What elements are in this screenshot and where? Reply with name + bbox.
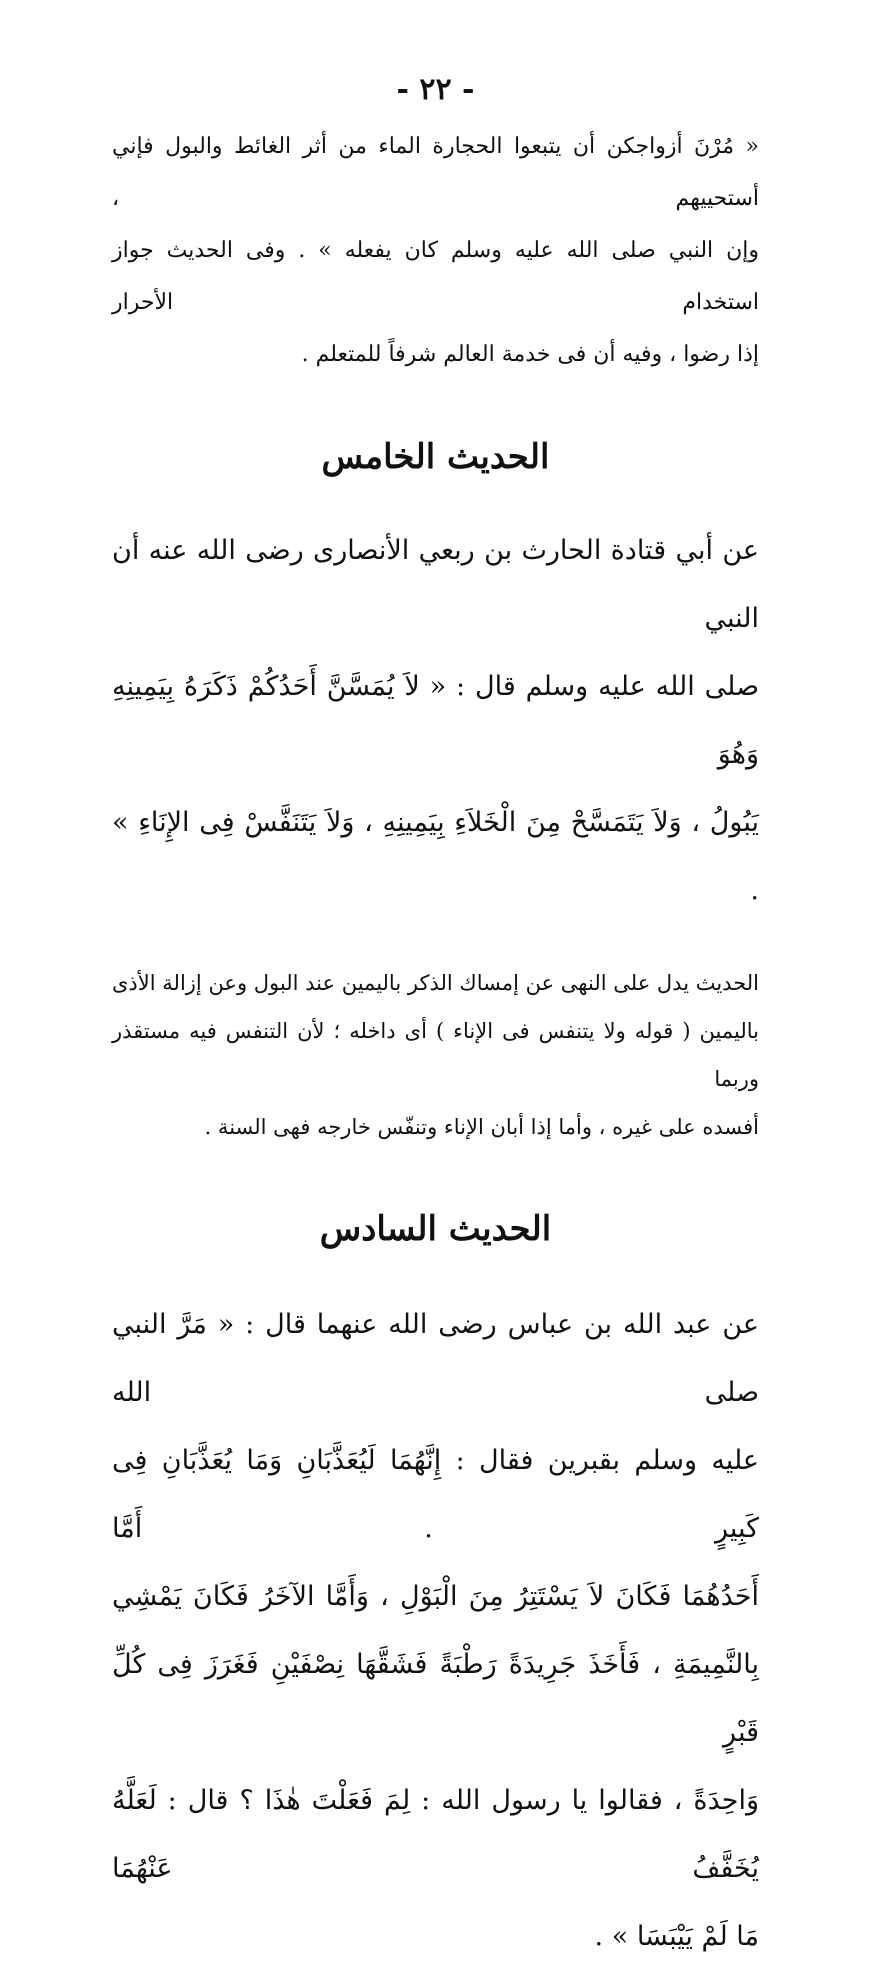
page-number: - ٢٢ - [396, 72, 475, 107]
hadith-line: بِالنَّمِيمَةِ ، فَأَخَذَ جَرِيدَةً رَطْبَةً فَشَقَّهَا نِصْفَيْنِ فَغَرَزَ فِى كُلِّ قَبْرٍ [112, 1649, 759, 1748]
commentary-line: الحديث يدل على النهى عن إمساك الذكر باليمين عند البول وعن إزالة الأذى [112, 971, 759, 995]
hadith-6-title: الحديث السادس [319, 1209, 552, 1249]
intro-line: وإن النبي صلى الله عليه وسلم كان يفعله » . وفى الحديث جواز استخدام الأحرار [112, 238, 759, 315]
intro-line: « مُرْنَ أزواجكن أن يتبعوا الحجارة الماء من أثر الغائط والبول فإني أستحييهم ، [112, 134, 759, 211]
hadith-5-commentary [112, 959, 759, 1151]
hadith-6-text [112, 1291, 759, 1971]
intro-line: إذا رضوا ، وفيه أن فى خدمة العالم شرفاً للمتعلم . [301, 342, 759, 367]
hadith-5-title: الحديث الخامس [321, 437, 550, 477]
hadith-line: صلى الله عليه وسلم قال : « لاَ يُمَسَّنَّ أَحَدُكُمْ ذَكَرَهُ بِيَمِينِهِ وَهُوَ [112, 671, 759, 770]
commentary-line: باليمين ( قوله ولا يتنفس فى الإناء ) أى داخله ؛ لأن التنفس فيه مستقذر وربما [112, 1019, 759, 1091]
intro-paragraph [112, 121, 759, 381]
hadith-line: يَبُولُ ، وَلاَ يَتَمَسَّحْ مِنَ الْخَلاَءِ بِيَمِينِهِ ، وَلاَ يَتَنَفَّسْ فِى الإِنَاءِ » . [112, 807, 759, 906]
hadith-line: عن عبد الله بن عباس رضى الله عنهما قال : « مَرَّ النبي صلى الله [112, 1309, 759, 1408]
hadith-line: مَا لَمْ يَيْبَسَا » . [594, 1921, 759, 1952]
hadith-line: أَحَدُهُمَا فَكَانَ لاَ يَسْتَتِرُ مِنَ الْبَوْلِ ، وَأَمَّا الآخَرُ فَكَانَ يَمْشِي [112, 1581, 759, 1612]
hadith-line: وَاحِدَةً ، فقالوا يا رسول الله : لِمَ فَعَلْتَ هٰذَا ؟ قال : لَعَلَّهُ يُخَفَّفُ عَنْهُمَا [112, 1785, 759, 1884]
hadith-line: عن أبي قتادة الحارث بن ربعي الأنصارى رضى الله عنه أن النبي [112, 535, 759, 634]
commentary-line: أفسده على غيره ، وأما إذا أبان الإناء وتنفّس خارجه فهى السنة . [204, 1115, 759, 1139]
hadith-line: عليه وسلم بقبرين فقال : إِنَّهُمَا لَيُعَذَّبَانِ وَمَا يُعَذَّبَانِ فِى كَبِيرٍ . أَمَّا [112, 1445, 759, 1544]
hadith-5-text [112, 517, 759, 925]
